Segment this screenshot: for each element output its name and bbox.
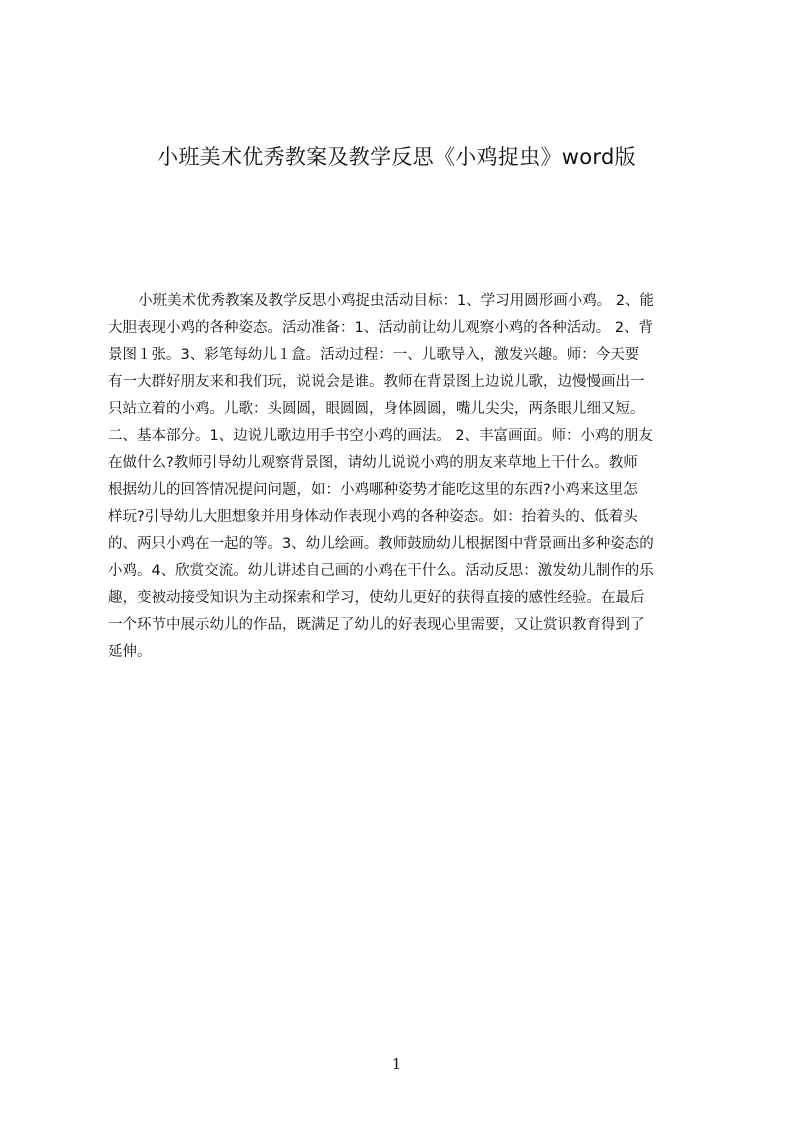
page-number: 1	[391, 1055, 402, 1073]
body-line: 一个环节中展示幼儿的作品，既满足了幼儿的好表现心里需要，又让赏识教育得到了	[108, 617, 645, 633]
body-line: 只站立着的小鸡。儿歌：头圆圆，眼圆圆，身体圆圆，嘴儿尖尖，两条眼儿细又短。	[108, 401, 645, 417]
body-line: 根据幼儿的回答情况提问问题，如：小鸡哪种姿势才能吃这里的东西?小鸡来这里怎	[108, 482, 638, 498]
page-title: 小班美术优秀教案及教学反思《小鸡捉虫》word版	[157, 145, 636, 169]
body-line: 在做什么?教师引导幼儿观察背景图，请幼儿说说小鸡的朋友来草地上干什么。教师	[108, 455, 638, 471]
body-line: 的、两只小鸡在一起的等。3、幼儿绘画。教师鼓励幼儿根据图中背景画出多种姿态的	[108, 536, 654, 552]
body-line: 小班美术优秀教案及教学反思小鸡捉虫活动目标：1、学习用圆形画小鸡。 2、能	[138, 293, 655, 309]
body-line: 大胆表现小鸡的各种姿态。活动准备：1、活动前让幼儿观察小鸡的各种活动。 2、背	[108, 320, 654, 336]
body-line: 小鸡。4、欣赏交流。幼儿讲述自己画的小鸡在干什么。活动反思：激发幼儿制作的乐	[108, 563, 654, 579]
body-line: 延伸。	[108, 644, 152, 660]
body-line: 景图１张。3、彩笔每幼儿１盒。活动过程：一、儿歌导入，激发兴趣。师：今天要	[108, 347, 640, 363]
body-paragraph	[108, 288, 698, 666]
body-line: 趣，变被动接受知识为主动探索和学习，使幼儿更好的获得直接的感性经验。在最后	[108, 590, 645, 606]
body-line: 有一大群好朋友来和我们玩，说说会是谁。教师在背景图上边说儿歌，边慢慢画出一	[108, 374, 645, 390]
body-line: 二、基本部分。1、边说儿歌边用手书空小鸡的画法。 2、丰富画面。师：小鸡的朋友	[108, 428, 654, 444]
body-line: 样玩?引导幼儿大胆想象并用身体动作表现小鸡的各种姿态。如：抬着头的、低着头	[108, 509, 638, 525]
